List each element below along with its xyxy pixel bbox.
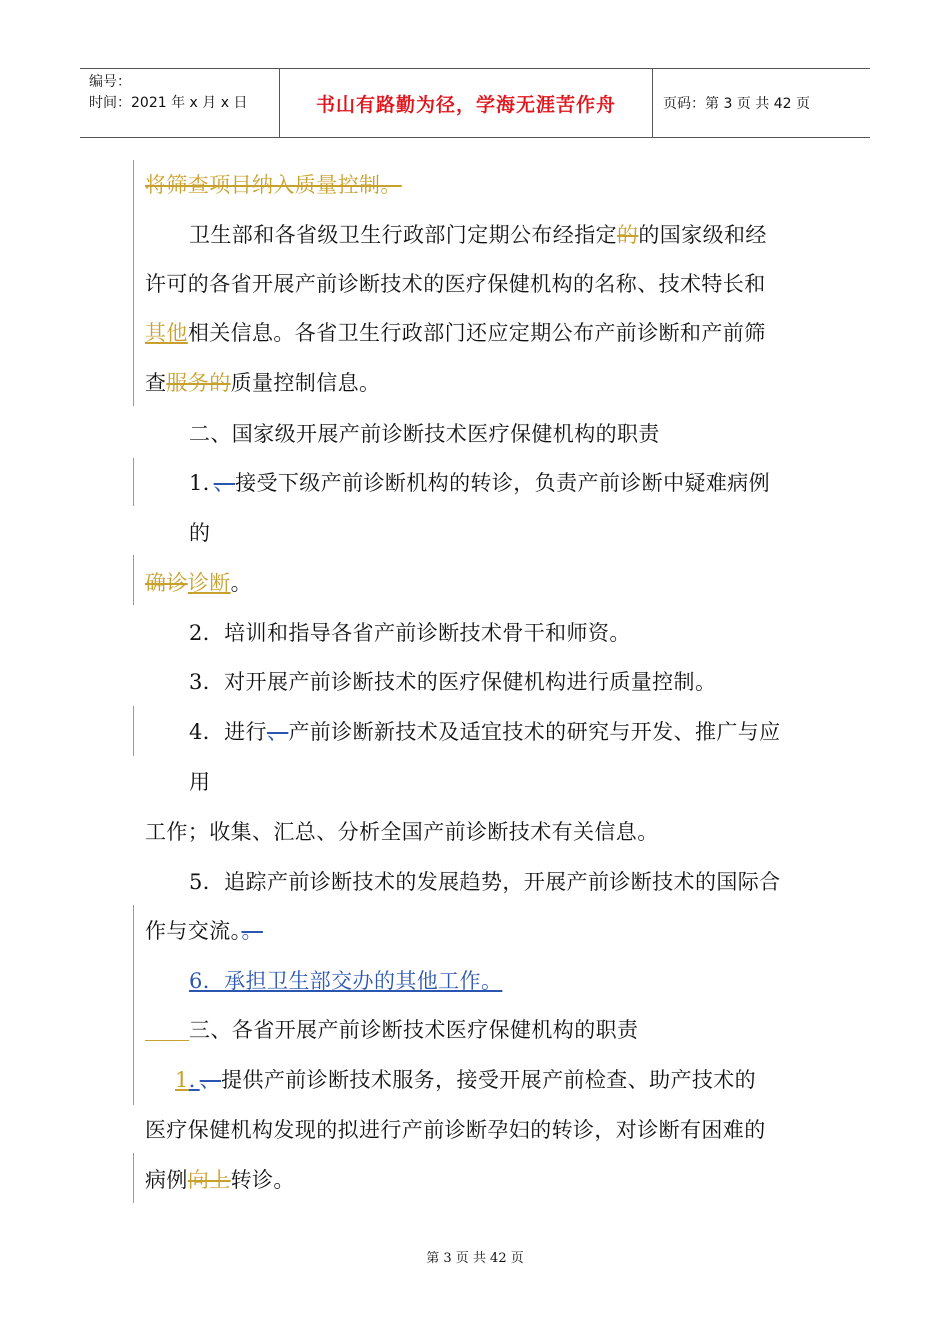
text-line: 1．、提供产前诊断技术服务，接受开展产前检查、助产技术的 [175, 1068, 757, 1092]
document-number: 编号： [89, 74, 131, 90]
inserted-text: 诊断 [187, 571, 231, 595]
text-line: 确诊诊断。 [145, 571, 253, 595]
change-bar [133, 706, 134, 756]
change-bar [133, 555, 134, 605]
page-footer: 第 3 页 共 42 页 [426, 1251, 524, 1266]
section-heading: 二、国家级开展产前诊断技术医疗保健机构的职责 [189, 422, 660, 446]
text-line: 工作；收集、汇总、分析全国产前诊断技术有关信息。 [145, 820, 659, 844]
document-date: 时间：2021 年 x 月 x 日 [89, 95, 248, 111]
inserted-text: 其他 [145, 321, 188, 345]
text-line [189, 967, 502, 995]
deleted-text: 、 [266, 720, 289, 744]
deleted-text: 确诊 [145, 571, 188, 595]
change-bar [133, 1153, 134, 1203]
section-heading: 三、各省开展产前诊断技术医疗保健机构的职责 [145, 1016, 638, 1044]
text-line: 的 [189, 521, 211, 545]
text-line [145, 171, 402, 199]
change-bar [133, 458, 134, 506]
text-line: 2．培训和指导各省产前诊断技术骨干和师资。 [189, 621, 631, 645]
deleted-text: 将筛查项目纳入质量控制。 [145, 173, 402, 197]
inserted-blank [145, 1018, 189, 1041]
inserted-text: 6．承担卫生部交办的其他工作。 [189, 969, 503, 993]
page-header [80, 68, 870, 138]
deleted-text: 、 [213, 471, 236, 495]
deleted-text: 。 [241, 919, 263, 943]
deleted-text: 向上 [187, 1168, 231, 1192]
text-line: 1．、接受下级产前诊断机构的转诊，负责产前诊断中疑难病例 [189, 471, 771, 495]
text-line: 5．追踪产前诊断技术的发展趋势，开展产前诊断技术的国际合 [189, 870, 781, 894]
change-bar [133, 160, 134, 406]
header-motto-cell [280, 69, 653, 137]
header-motto: 书山有路勤为径，学海无涯苦作舟 [315, 93, 616, 116]
text-line: 其他相关信息。各省卫生行政部门还应定期公布产前诊断和产前筛 [145, 321, 766, 345]
text-line: 4．进行、产前诊断新技术及适宜技术的研究与开发、推广与应 [189, 720, 781, 744]
text-line: 3．对开展产前诊断技术的医疗保健机构进行质量控制。 [189, 670, 717, 694]
deleted-text: 的 [617, 223, 639, 247]
deleted-text: 、 [199, 1068, 222, 1092]
text-line: 病例向上转诊。 [145, 1168, 295, 1192]
inserted-text: 1 [175, 1068, 189, 1092]
text-line: 用 [189, 770, 211, 794]
text-line: 作与交流。。 [145, 919, 263, 943]
inserted-text: ． [188, 1068, 200, 1092]
deleted-text: 服务的 [166, 371, 231, 395]
change-bar [133, 905, 134, 1105]
text-line: 卫生部和各省级卫生行政部门定期公布经指定的的国家级和经 [189, 223, 767, 247]
text-line: 许可的各省开展产前诊断技术的医疗保健机构的名称、技术特长和 [145, 272, 766, 296]
header-page-number: 页码：第 3 页 共 42 页 [663, 96, 810, 112]
text-line: 医疗保健机构发现的拟进行产前诊断孕妇的转诊，对诊断有困难的 [145, 1118, 766, 1142]
text-line: 查服务的质量控制信息。 [145, 371, 381, 395]
header-meta [80, 69, 280, 137]
